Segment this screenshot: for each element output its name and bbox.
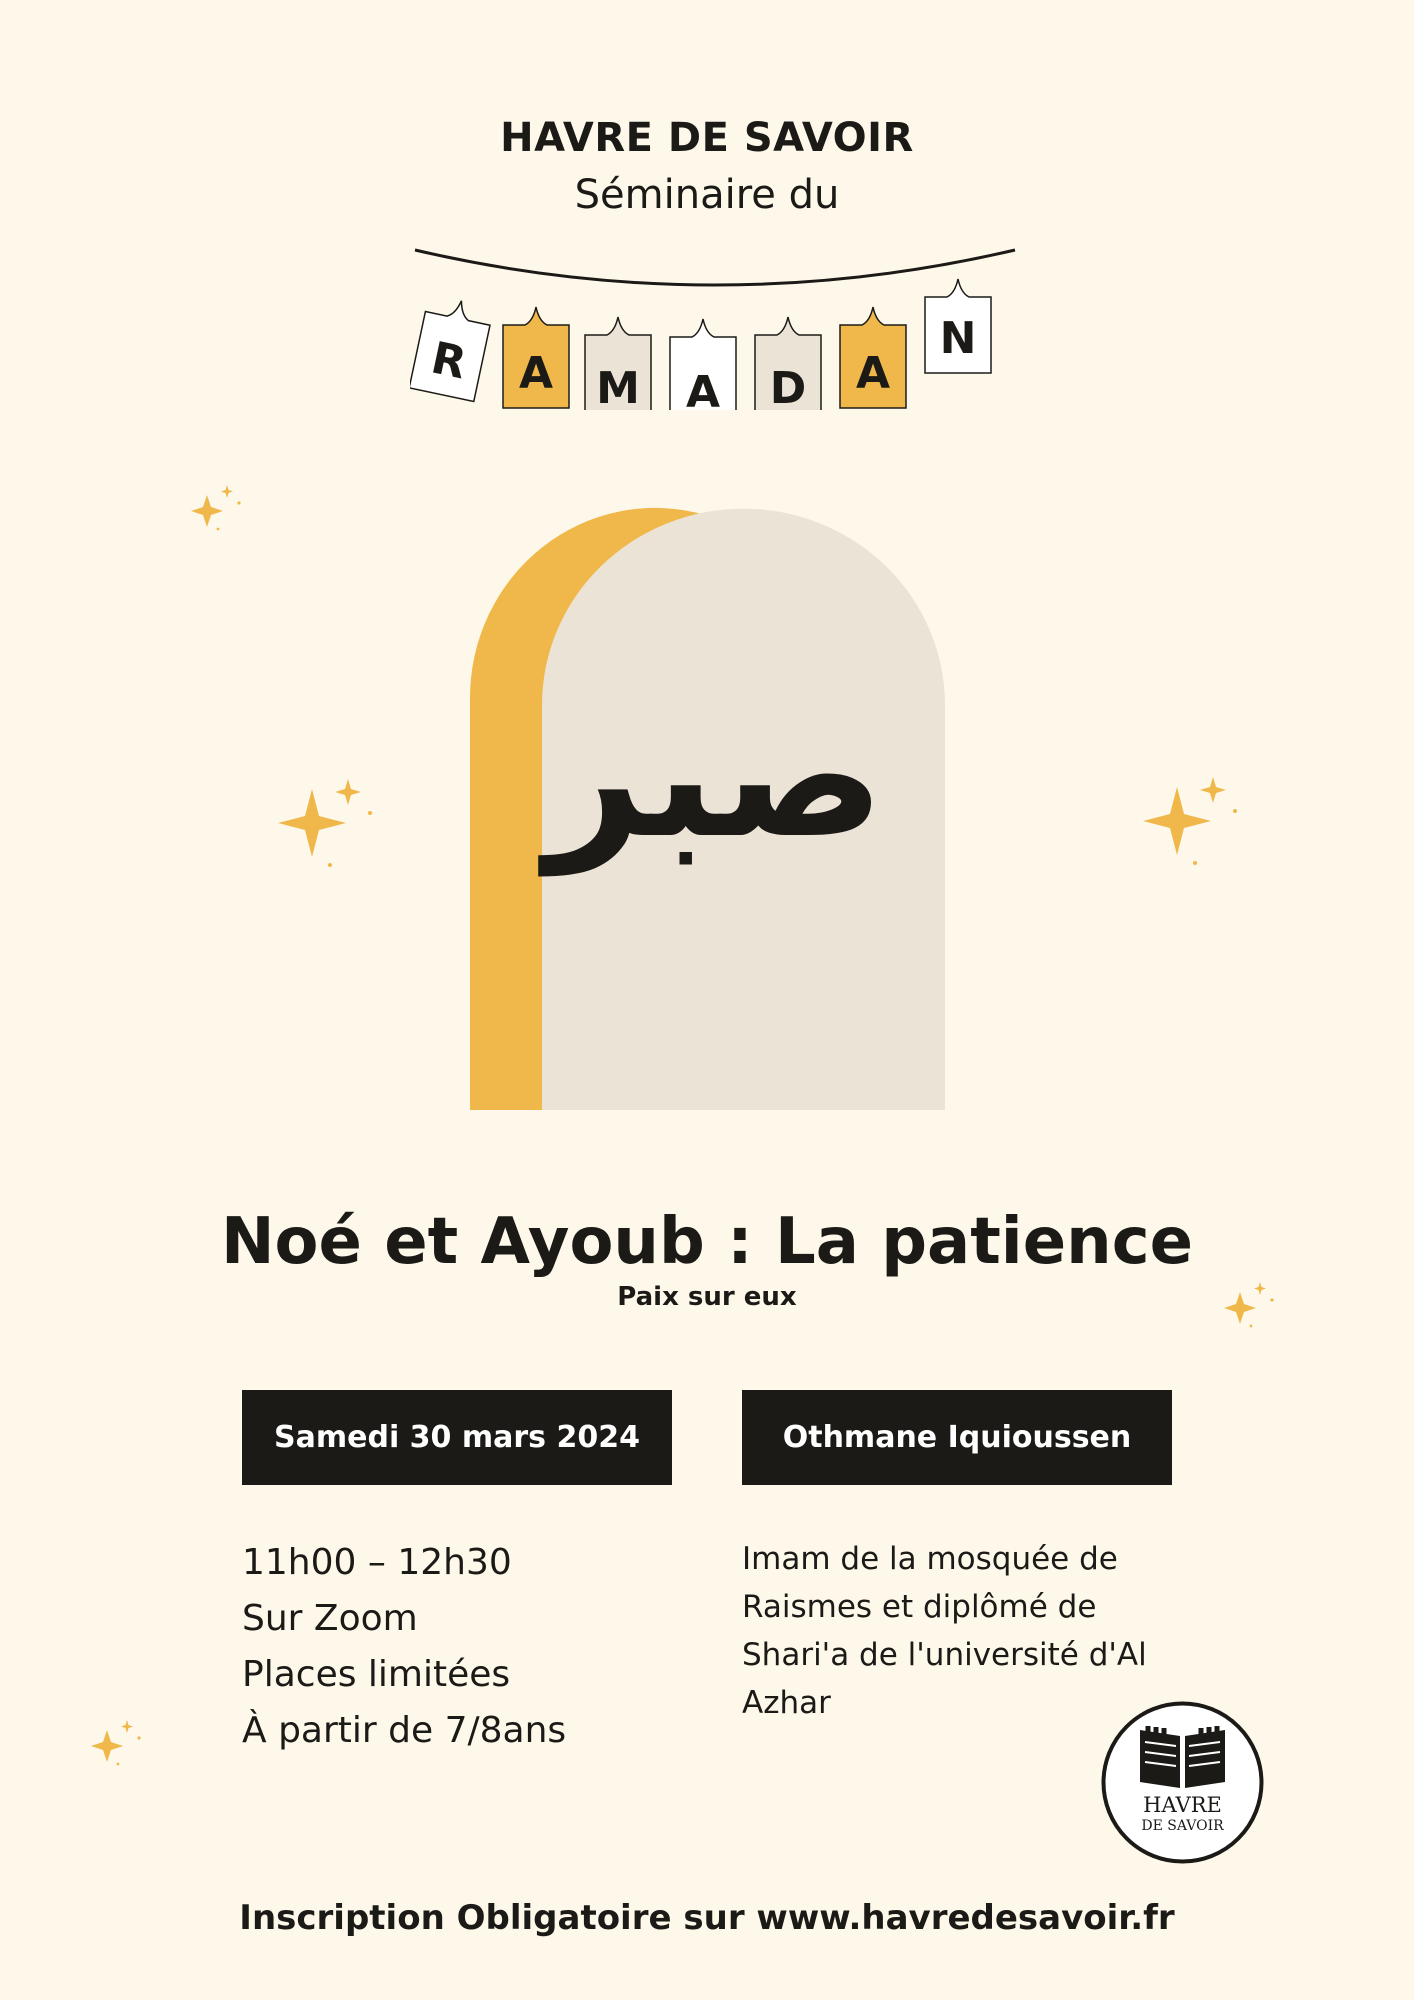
bunting-letter: D (769, 363, 807, 410)
event-details (242, 1535, 566, 1759)
time-range: 11h00 – 12h30 (242, 1542, 512, 1583)
logo-line-1: HAVRE (1143, 1793, 1222, 1817)
arch-illustration (460, 505, 960, 1110)
seminar-label: Séminaire du (574, 172, 840, 218)
havre-de-savoir-logo (1100, 1700, 1265, 1865)
bunting-flag-n (925, 279, 991, 373)
age-requirement: À partir de 7/8ans (242, 1710, 567, 1751)
event-title: Noé et Ayoub : La patience (220, 1205, 1194, 1279)
bunting-flag-a1 (503, 307, 569, 408)
arabic-calligraphy: صبر (545, 678, 885, 876)
ramadan-bunting (410, 235, 1020, 410)
bunting-string (415, 250, 1015, 285)
bunting-flag-r (410, 294, 494, 402)
sparkle-icon (185, 483, 245, 533)
speaker-box: Othmane Iquioussen (742, 1390, 1172, 1485)
location: Sur Zoom (242, 1598, 418, 1639)
bunting-letter: M (596, 363, 640, 410)
logo-line-2: DE SAVOIR (1141, 1818, 1224, 1834)
bunting-letter: N (939, 313, 977, 364)
bunting-letter: A (685, 367, 721, 410)
bunting-flag-m (585, 317, 651, 410)
capacity-note: Places limitées (242, 1654, 511, 1695)
speaker-bio: Imam de la mosquée de Raismes et diplômé de Shari'a de l'université d'Al Azhar (742, 1541, 1147, 1721)
sparkle-icon (270, 775, 380, 875)
sparkle-icon (85, 1718, 145, 1768)
bunting-letter: A (855, 348, 891, 399)
bunting-flag-a3 (840, 307, 906, 408)
sparkle-icon (1135, 773, 1245, 873)
registration-footer: Inscription Obligatoire sur www.havredesavoir.fr (239, 1898, 1175, 1938)
bunting-flag-a2 (670, 319, 736, 410)
organization-name: HAVRE DE SAVOIR (500, 115, 914, 161)
bunting-letter: A (518, 348, 554, 399)
bunting-letter: R (426, 332, 471, 390)
event-subtitle: Paix sur eux (617, 1282, 797, 1312)
bunting-flag-d (755, 317, 821, 410)
date-box: Samedi 30 mars 2024 (242, 1390, 672, 1485)
